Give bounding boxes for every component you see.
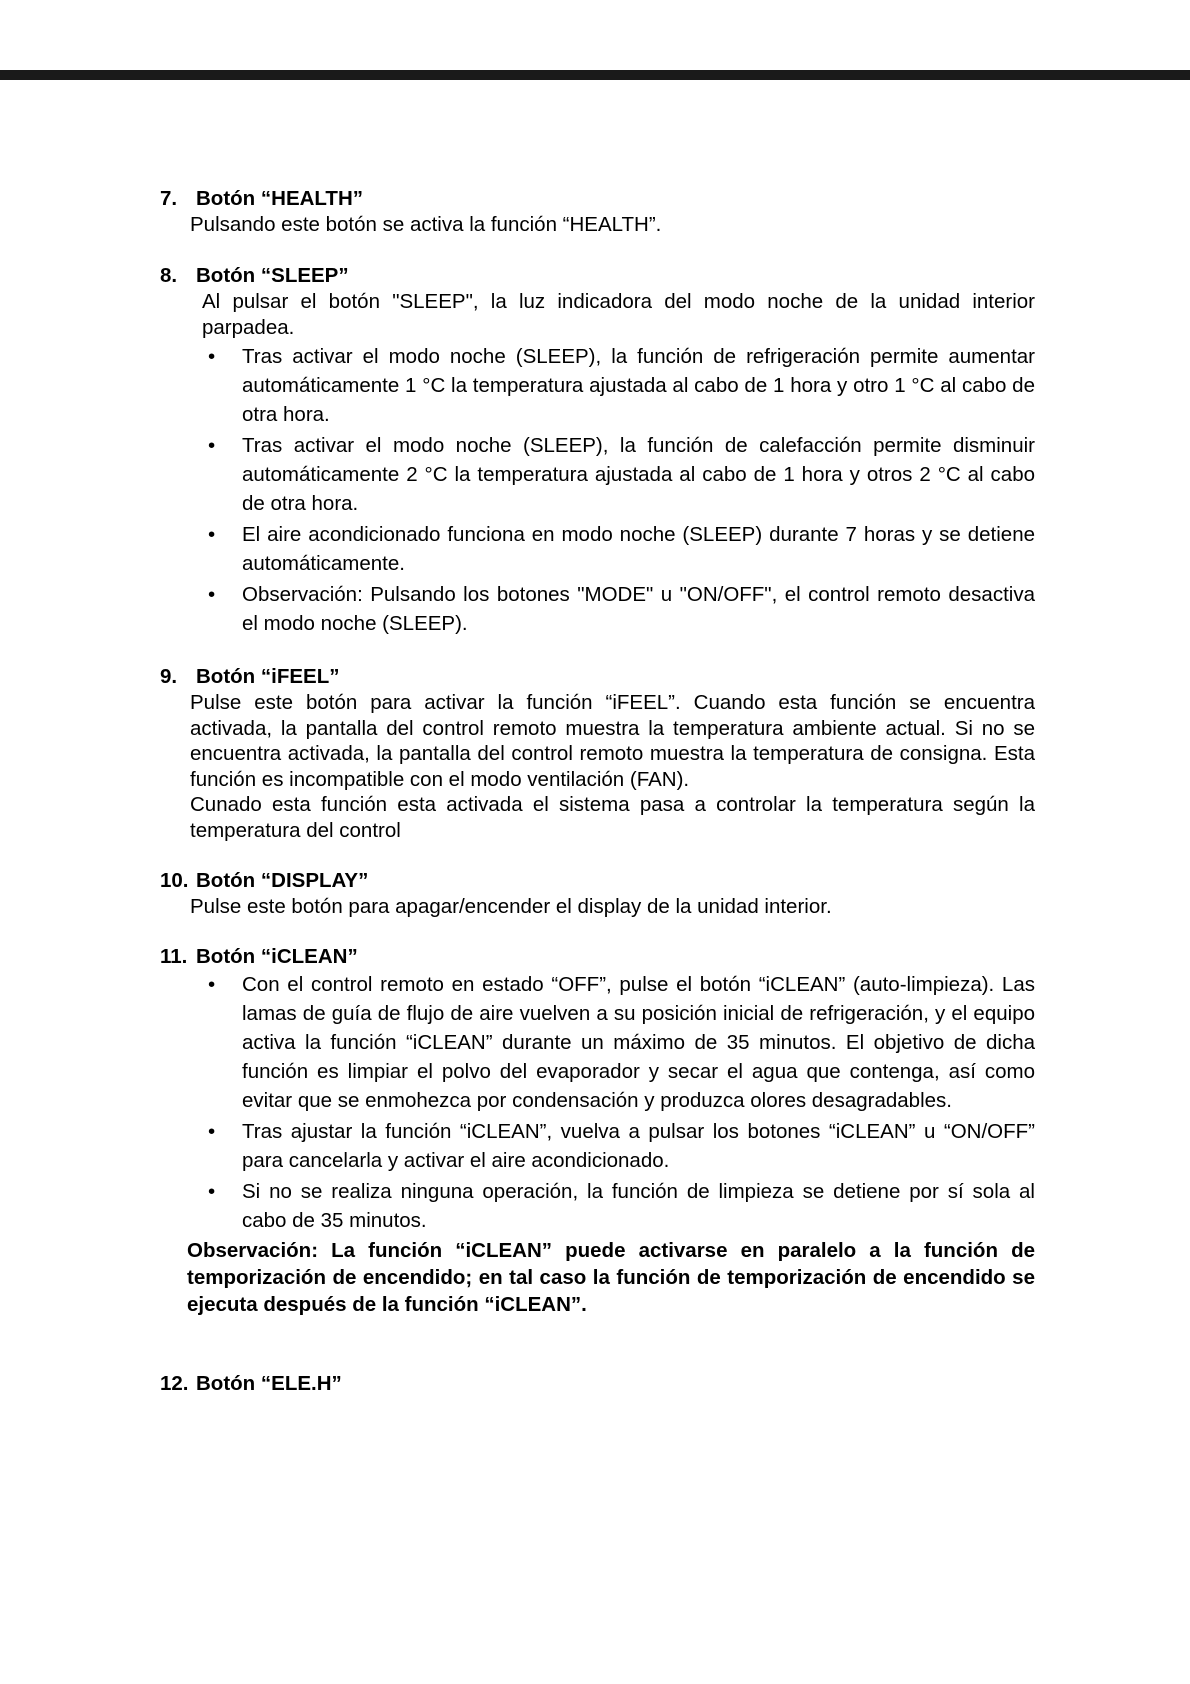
section-heading — [160, 664, 1035, 690]
section-number: 8. — [160, 264, 178, 287]
section-text: Al pulsar el botón "SLEEP", la luz indicadora del modo noche de la unidad interior parpadea. — [202, 290, 1035, 339]
bullet-icon: • — [208, 434, 216, 457]
list-item-text: Observación: Pulsando los botones "MODE" u "ON/OFF", el control remoto desactiva el modo noche (SLEEP). — [242, 583, 1035, 635]
section-iclean — [160, 944, 1035, 1318]
section-title: Botón “DISPLAY” — [196, 869, 369, 892]
list-item-text: Con el control remoto en estado “OFF”, pulse el botón “iCLEAN” (auto-limpieza). Las lamas de guía de flujo de aire vuelven a su posición inicial de refrigeración, y el equipo activa la función “iCLEAN” durante un máximo de 35 minutos. El objetivo de dicha función es limpiar el polvo del evaporador y secar el agua que contenga, así como evitar que se enmohezca por condensación y produzca olores desagradables. — [242, 973, 1035, 1112]
section-title: Botón “iCLEAN” — [196, 945, 358, 968]
list-item — [160, 520, 1035, 578]
list-item — [160, 1177, 1035, 1235]
bullet-list — [160, 342, 1035, 638]
section-heading — [160, 944, 1035, 970]
list-item-text: Tras activar el modo noche (SLEEP), la función de calefacción permite disminuir automáticamente 2 °C la temperatura ajustada al cabo de 1 hora y otros 2 °C al cabo de otra hora. — [242, 434, 1035, 515]
section-number: 10. — [160, 869, 189, 892]
section-number: 7. — [160, 187, 178, 210]
section-number: 9. — [160, 665, 178, 688]
bullet-icon: • — [208, 523, 216, 546]
section-heading — [160, 186, 1035, 212]
section-display — [160, 868, 1035, 920]
list-item — [160, 342, 1035, 429]
section-eleh — [160, 1371, 1035, 1397]
section-title: Botón “ELE.H” — [196, 1372, 342, 1395]
list-item — [160, 970, 1035, 1115]
bullet-list — [160, 970, 1035, 1235]
section-text: Pulsando este botón se activa la función “HEALTH”. — [190, 213, 662, 236]
section-heading — [160, 263, 1035, 289]
section-heading — [160, 868, 1035, 894]
list-item-text: Tras ajustar la función “iCLEAN”, vuelva a pulsar los botones “iCLEAN” u “ON/OFF” para cancelarla y activar el aire acondicionado. — [242, 1120, 1035, 1172]
section-number: 12. — [160, 1372, 189, 1395]
list-item-text: El aire acondicionado funciona en modo noche (SLEEP) durante 7 horas y se detiene automáticamente. — [242, 523, 1035, 575]
bullet-icon: • — [208, 1180, 216, 1203]
list-item — [160, 580, 1035, 638]
section-text: Pulse este botón para activar la función “iFEEL”. Cuando esta función se encuentra activada, la pantalla del control remoto muestra la temperatura ambiente actual. Si no se encuentra activada, la pantalla del control remoto muestra la temperatura de consigna. Esta función es incompatible con el modo ventilación (FAN). — [190, 691, 1035, 791]
list-item-text: Tras activar el modo noche (SLEEP), la función de refrigeración permite aumentar automáticamente 1 °C la temperatura ajustada al cabo de 1 hora y otro 1 °C al cabo de otra hora. — [242, 345, 1035, 426]
section-health — [160, 186, 1035, 238]
list-item — [160, 1117, 1035, 1175]
section-title: Botón “SLEEP” — [196, 264, 349, 287]
bullet-icon: • — [208, 345, 216, 368]
section-heading — [160, 1371, 1035, 1397]
bullet-icon: • — [208, 1120, 216, 1143]
section-text-2: Cunado esta función esta activada el sistema pasa a controlar la temperatura según la temperatura del control — [190, 793, 1035, 842]
section-text: Pulse este botón para apagar/encender el display de la unidad interior. — [190, 895, 832, 918]
top-rule — [0, 70, 1190, 80]
section-title: Botón “HEALTH” — [196, 187, 364, 210]
bullet-icon: • — [208, 583, 216, 606]
section-note: Observación: La función “iCLEAN” puede activarse en paralelo a la función de temporización de encendido; en tal caso la función de temporización de encendido se ejecuta después de la función “iCLEAN”. — [187, 1239, 1035, 1316]
section-ifeel — [160, 664, 1035, 843]
list-item-text: Si no se realiza ninguna operación, la función de limpieza se detiene por sí sola al cabo de 35 minutos. — [242, 1180, 1035, 1232]
bullet-icon: • — [208, 973, 216, 996]
section-title: Botón “iFEEL” — [196, 665, 340, 688]
section-sleep — [160, 263, 1035, 640]
section-number: 11. — [160, 945, 188, 968]
list-item — [160, 431, 1035, 518]
